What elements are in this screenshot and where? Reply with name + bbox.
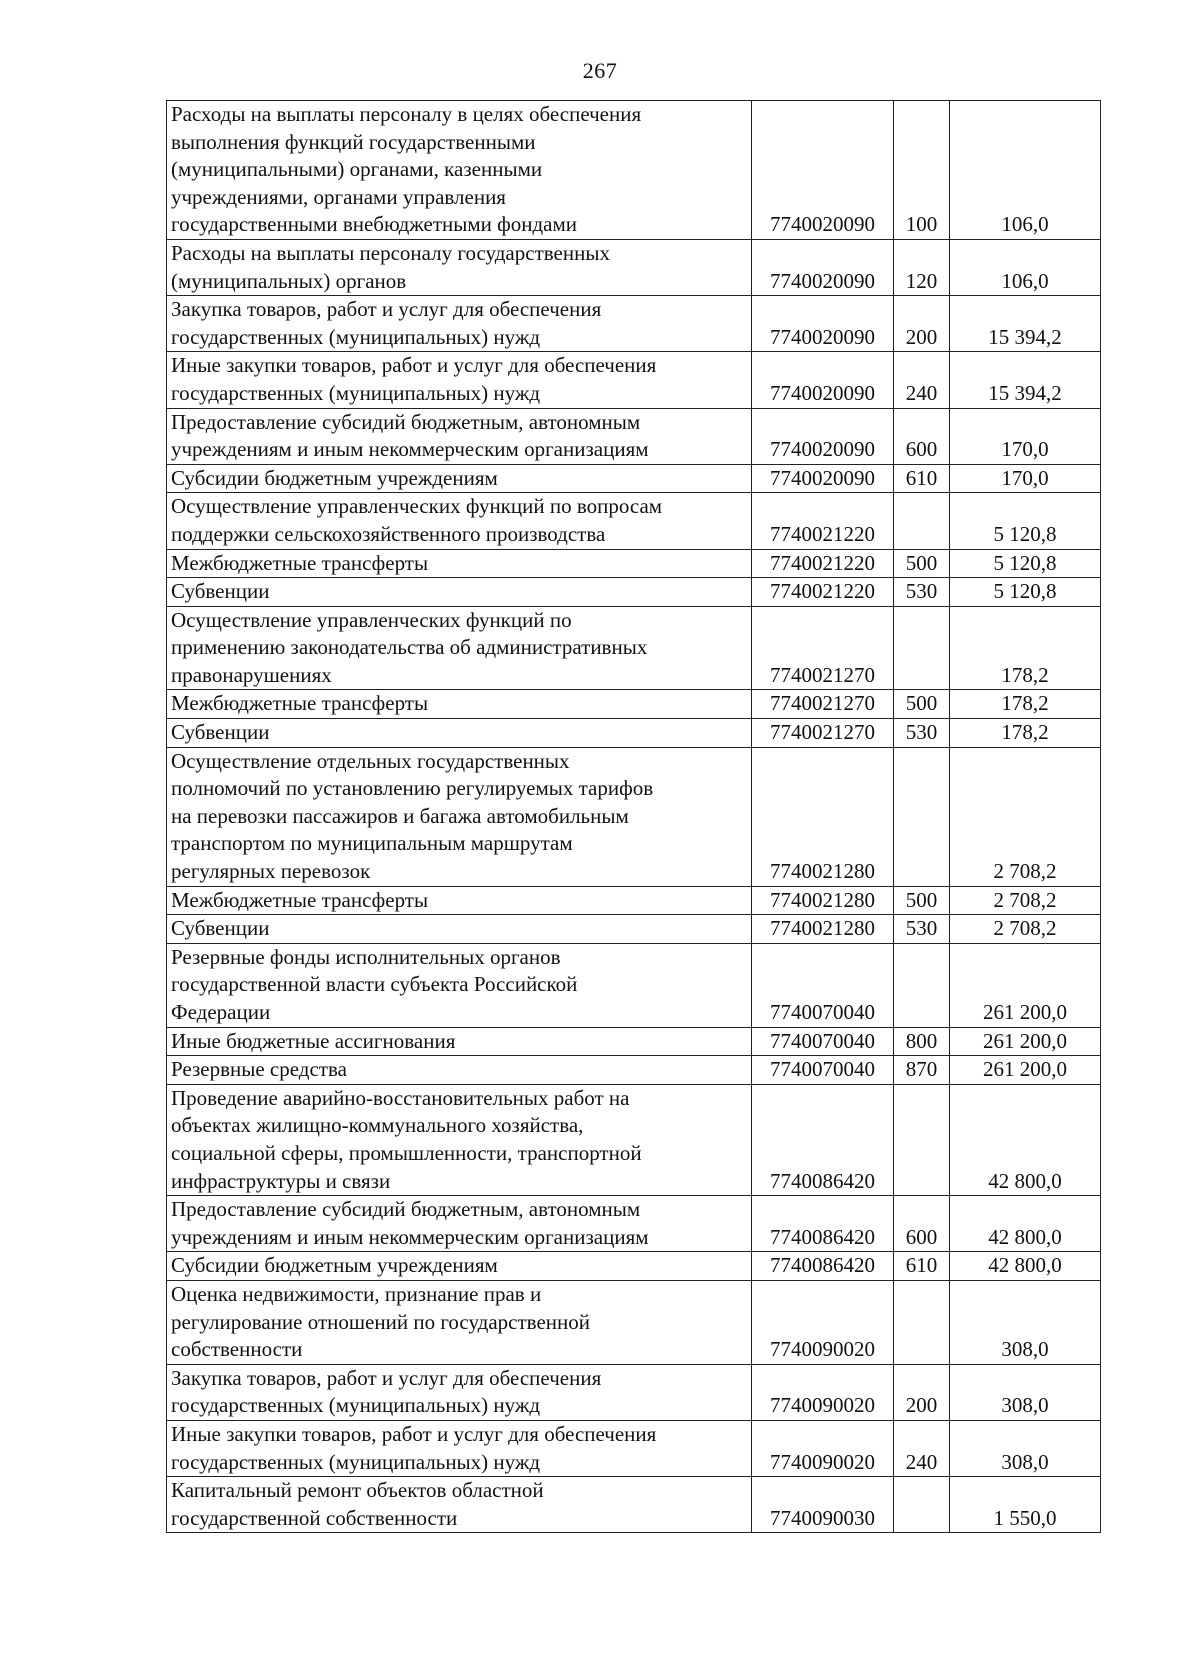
expense-type-cell: 530 <box>894 915 950 944</box>
target-code-cell: 7740021280 <box>752 747 894 886</box>
target-code-cell: 7740086420 <box>752 1196 894 1252</box>
target-code-cell: 7740021270 <box>752 606 894 690</box>
expense-name-cell: Расходы на выплаты персоналу государственных (муниципальных) органов <box>167 239 752 295</box>
target-code-cell: 7740086420 <box>752 1084 894 1195</box>
expense-name-cell: Межбюджетные трансферты <box>167 886 752 915</box>
expense-name-cell: Осуществление управленческих функций по применению законодательства об административных правонарушениях <box>167 606 752 690</box>
amount-cell: 2 708,2 <box>950 747 1101 886</box>
amount-cell: 308,0 <box>950 1280 1101 1364</box>
table-row <box>167 1196 1101 1252</box>
table-row <box>167 1477 1101 1533</box>
expense-type-cell <box>894 747 950 886</box>
expense-name-cell: Предоставление субсидий бюджетным, автономным учреждениям и иным некоммерческим организациям <box>167 1196 752 1252</box>
expense-type-cell: 600 <box>894 1196 950 1252</box>
budget-table <box>166 100 1101 1533</box>
amount-cell: 178,2 <box>950 690 1101 719</box>
amount-cell: 5 120,8 <box>950 493 1101 549</box>
amount-cell: 5 120,8 <box>950 549 1101 578</box>
amount-cell: 178,2 <box>950 719 1101 748</box>
amount-cell: 1 550,0 <box>950 1477 1101 1533</box>
expense-name-cell: Иные закупки товаров, работ и услуг для обеспечения государственных (муниципальных) нужд <box>167 1420 752 1476</box>
target-code-cell: 7740090020 <box>752 1364 894 1420</box>
expense-type-cell: 200 <box>894 296 950 352</box>
expense-type-cell <box>894 493 950 549</box>
expense-name-cell: Закупка товаров, работ и услуг для обеспечения государственных (муниципальных) нужд <box>167 296 752 352</box>
target-code-cell: 7740070040 <box>752 1027 894 1056</box>
expense-name-cell: Предоставление субсидий бюджетным, автономным учреждениям и иным некоммерческим организациям <box>167 408 752 464</box>
expense-name-cell: Субвенции <box>167 578 752 607</box>
target-code-cell: 7740086420 <box>752 1252 894 1281</box>
expense-name-cell: Субвенции <box>167 915 752 944</box>
target-code-cell: 7740021280 <box>752 915 894 944</box>
table-row <box>167 606 1101 690</box>
expense-type-cell: 500 <box>894 886 950 915</box>
target-code-cell: 7740021220 <box>752 549 894 578</box>
expense-type-cell: 500 <box>894 549 950 578</box>
expense-name-cell: Субсидии бюджетным учреждениям <box>167 464 752 493</box>
page-number: 267 <box>582 58 618 83</box>
expense-type-cell <box>894 1477 950 1533</box>
table-row <box>167 1027 1101 1056</box>
expense-type-cell: 870 <box>894 1056 950 1085</box>
target-code-cell: 7740021220 <box>752 578 894 607</box>
table-row <box>167 690 1101 719</box>
expense-name-cell: Капитальный ремонт объектов областной государственной собственности <box>167 1477 752 1533</box>
expense-name-cell: Субсидии бюджетным учреждениям <box>167 1252 752 1281</box>
expense-type-cell: 530 <box>894 578 950 607</box>
table-row <box>167 296 1101 352</box>
table-row <box>167 1280 1101 1364</box>
expense-type-cell <box>894 1280 950 1364</box>
table-row <box>167 464 1101 493</box>
expense-name-cell: Межбюджетные трансферты <box>167 690 752 719</box>
table-row <box>167 101 1101 240</box>
table-row <box>167 578 1101 607</box>
table-row <box>167 1084 1101 1195</box>
expense-type-cell <box>894 943 950 1027</box>
target-code-cell: 7740020090 <box>752 296 894 352</box>
table-row <box>167 1364 1101 1420</box>
expense-name-cell: Расходы на выплаты персоналу в целях обеспечения выполнения функций государственными (муниципальными) органами, казенными учреждениями, органами управления государственными внебюджетными фондами <box>167 101 752 240</box>
amount-cell: 5 120,8 <box>950 578 1101 607</box>
table-row <box>167 886 1101 915</box>
amount-cell: 2 708,2 <box>950 886 1101 915</box>
amount-cell: 106,0 <box>950 239 1101 295</box>
target-code-cell: 7740020090 <box>752 101 894 240</box>
target-code-cell: 7740021280 <box>752 886 894 915</box>
expense-name-cell: Резервные фонды исполнительных органов государственной власти субъекта Российской Федерации <box>167 943 752 1027</box>
expense-name-cell: Осуществление управленческих функций по вопросам поддержки сельскохозяйственного производства <box>167 493 752 549</box>
expense-name-cell: Иные закупки товаров, работ и услуг для обеспечения государственных (муниципальных) нужд <box>167 352 752 408</box>
expense-name-cell: Осуществление отдельных государственных полномочий по установлению регулируемых тарифов на перевозки пассажиров и багажа автомобильным транспортом по муниципальным маршрутам регулярных перевозок <box>167 747 752 886</box>
expense-name-cell: Резервные средства <box>167 1056 752 1085</box>
amount-cell: 261 200,0 <box>950 1027 1101 1056</box>
amount-cell: 15 394,2 <box>950 296 1101 352</box>
target-code-cell: 7740021270 <box>752 690 894 719</box>
table-row <box>167 943 1101 1027</box>
amount-cell: 42 800,0 <box>950 1084 1101 1195</box>
target-code-cell: 7740021220 <box>752 493 894 549</box>
expense-type-cell <box>894 1084 950 1195</box>
expense-type-cell <box>894 606 950 690</box>
amount-cell: 178,2 <box>950 606 1101 690</box>
table-row <box>167 915 1101 944</box>
table-row <box>167 719 1101 748</box>
expense-type-cell: 530 <box>894 719 950 748</box>
amount-cell: 261 200,0 <box>950 943 1101 1027</box>
target-code-cell: 7740090020 <box>752 1420 894 1476</box>
expense-type-cell: 800 <box>894 1027 950 1056</box>
expense-type-cell: 240 <box>894 352 950 408</box>
target-code-cell: 7740070040 <box>752 1056 894 1085</box>
table-row <box>167 239 1101 295</box>
expense-name-cell: Межбюджетные трансферты <box>167 549 752 578</box>
amount-cell: 261 200,0 <box>950 1056 1101 1085</box>
amount-cell: 170,0 <box>950 408 1101 464</box>
table-row <box>167 747 1101 886</box>
table-row <box>167 549 1101 578</box>
expense-name-cell: Закупка товаров, работ и услуг для обеспечения государственных (муниципальных) нужд <box>167 1364 752 1420</box>
amount-cell: 42 800,0 <box>950 1252 1101 1281</box>
target-code-cell: 7740020090 <box>752 408 894 464</box>
table-row <box>167 1420 1101 1476</box>
amount-cell: 308,0 <box>950 1364 1101 1420</box>
expense-name-cell: Субвенции <box>167 719 752 748</box>
budget-table-body <box>167 101 1101 1533</box>
amount-cell: 106,0 <box>950 101 1101 240</box>
target-code-cell: 7740070040 <box>752 943 894 1027</box>
target-code-cell: 7740020090 <box>752 352 894 408</box>
amount-cell: 42 800,0 <box>950 1196 1101 1252</box>
target-code-cell: 7740021270 <box>752 719 894 748</box>
expense-name-cell: Оценка недвижимости, признание прав и регулирование отношений по государственной собственности <box>167 1280 752 1364</box>
amount-cell: 2 708,2 <box>950 915 1101 944</box>
table-row <box>167 1252 1101 1281</box>
expense-name-cell: Иные бюджетные ассигнования <box>167 1027 752 1056</box>
target-code-cell: 7740090030 <box>752 1477 894 1533</box>
amount-cell: 170,0 <box>950 464 1101 493</box>
target-code-cell: 7740090020 <box>752 1280 894 1364</box>
expense-name-cell: Проведение аварийно-восстановительных работ на объектах жилищно-коммунального хозяйства, социальной сферы, промышленности, транспортной инфраструктуры и связи <box>167 1084 752 1195</box>
table-row <box>167 1056 1101 1085</box>
target-code-cell: 7740020090 <box>752 239 894 295</box>
expense-type-cell: 100 <box>894 101 950 240</box>
expense-type-cell: 120 <box>894 239 950 295</box>
amount-cell: 15 394,2 <box>950 352 1101 408</box>
expense-type-cell: 200 <box>894 1364 950 1420</box>
target-code-cell: 7740020090 <box>752 464 894 493</box>
amount-cell: 308,0 <box>950 1420 1101 1476</box>
expense-type-cell: 600 <box>894 408 950 464</box>
expense-type-cell: 610 <box>894 1252 950 1281</box>
table-row <box>167 493 1101 549</box>
table-row <box>167 352 1101 408</box>
expense-type-cell: 240 <box>894 1420 950 1476</box>
expense-type-cell: 610 <box>894 464 950 493</box>
expense-type-cell: 500 <box>894 690 950 719</box>
table-row <box>167 408 1101 464</box>
